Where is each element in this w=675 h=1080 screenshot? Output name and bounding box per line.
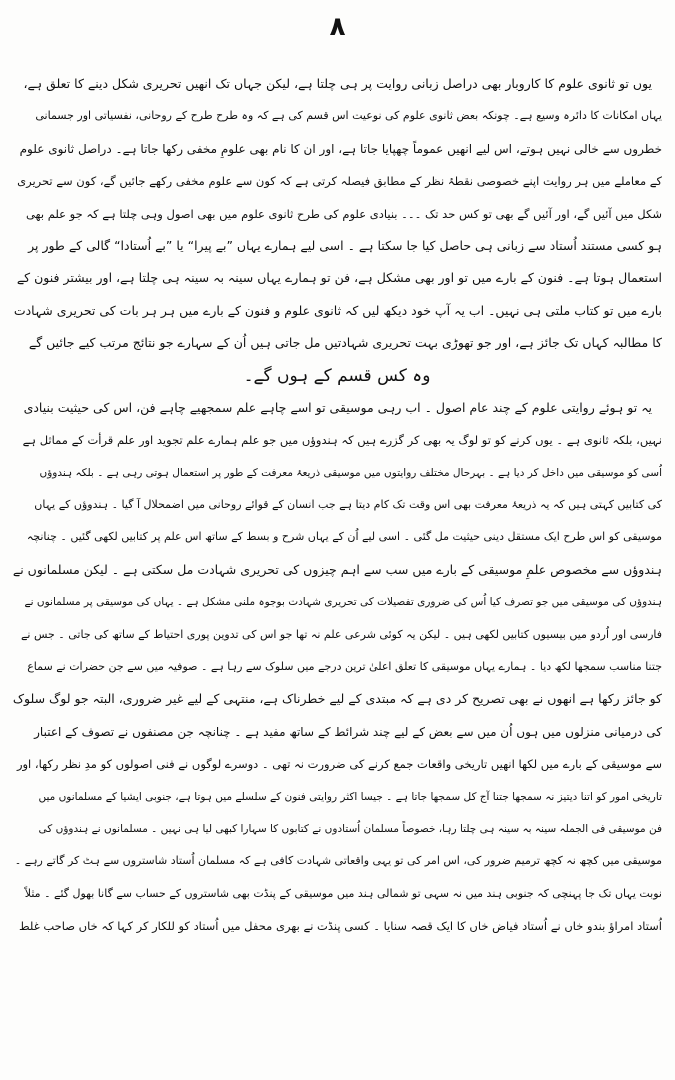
page-number: ۸ <box>329 12 346 42</box>
text-line: فارسی اور اُردو میں بیسیوں کتابیں لکھی ہیں ۔ لیکن یہ کوئی شرعی علم نہ تھا جو اس کی تدوین پوری احتیاط کے ساتھ کی جاتی ۔ جس نے <box>20 627 662 641</box>
text-line: کی کتابیں کہتی ہیں کہ یہ ذریعۂ معرفت بھی اس وقت تک کام دیتا ہے جب انسان کے قوائے روحانی میں اضمحلال آ گیا ۔ ہندوؤں کے یہاں <box>34 498 662 512</box>
text-line: استعمال ہوتا ہے۔ فنون کے بارے میں تو اور بھی مشکل ہے، فن تو ہمارے یہاں سینہ بہ سینہ ہی چلتا ہے، اور بیشتر فنون کے <box>16 270 662 286</box>
text-line: کی درمیانی منزلوں میں ہوں اُن میں سے بعض کے لیے چند شرائط کے ساتھ مفید ہے ۔ چنانچہ جن مصنفوں نے تصوف کے اعتبار <box>34 724 662 739</box>
text-line: ہندوؤں سے مخصوص علمِ موسیقی کے بارے میں سب سے اہم چیزوں کی تحریری شہادت مل سکتی ہے ۔ لیکن مسلمانوں نے <box>12 561 662 577</box>
text-line: تاریخی امور کو اتنا دیتیز نہ سمجھا جتنا آج کل سمجھا جاتا ہے ۔ جیسا اکثر روایتی فنون کے سلسلے میں ہوتا ہے، جنوبی ایشیا کے مسلمانوں میں <box>38 790 662 803</box>
text-line: وہ کس قسم کے ہوں گے۔ <box>243 365 431 386</box>
text-line: موسیقی میں کچھ نہ کچھ ترمیم ضرور کی، اس امر کی تو یہی واقعاتی شہادت کافی ہے کہ مسلمان اُستاد شاستروں سے ہٹ کر گاتے رہے ۔ <box>14 854 662 868</box>
text-line: یہاں امکانات کا دائرہ وسیع ہے۔ چونکہ بعض ثانوی علوم کی نوعیت اس قسم کی ہے کہ وہ طرح طرح کے روحانی، نفسیاتی اور جسمانی <box>35 109 662 123</box>
text-line: جتنا مناسب سمجھا لکھ دیا ۔ ہمارے یہاں موسیقی کا تعلق اعلیٰ ترین درجے میں سلوک سے رہا ہے ۔ صوفیہ میں سے جن حضرات نے سماع <box>27 660 662 674</box>
text-line: نہیں، بلکہ ثانوی ہے ۔ یوں کرنے کو تو لوگ یہ بھی کر گزرے ہیں کہ ہندوؤں میں جو علم ہمارے علم تجوید اور علم قرأت کے مماثل ہے <box>22 433 662 448</box>
text-line: فن موسیقی فی الجملہ سینہ بہ سینہ ہی چلتا رہا، خصوصاً مسلمان اُستادوں نے کتابوں کا سہارا کبھی لیا ہی نہیں ۔ مسلمانوں نے ہندوؤں کی <box>38 822 662 835</box>
text-line: سے موسیقی کے بارے میں لکھا انھیں تاریخی واقعات جمع کرنے کی ضرورت نہ تھی ۔ دوسرے لوگوں نے فنی اصولوں کو مدِ نظر رکھا، اور <box>16 757 662 772</box>
text-line: یوں تو ثانوی علوم کا کاروبار بھی دراصل زبانی روایت پر ہی چلتا ہے، لیکن جہاں تک انھیں تحریری شکل دینے کا تعلق ہے، <box>23 76 652 91</box>
body-text <box>12 68 662 975</box>
text-line: کو جائز رکھا ہے انھوں نے بھی تصریح کر دی ہے کہ مبتدی کے لیے خطرناک ہے، منتہی کے لیے غیر ضروری، البتہ جو لوگ سلوک <box>12 691 662 707</box>
text-line: موسیقی کو اس طرح ایک مستقل دینی حیثیت مل گئی ۔ اسی لیے اُن کے یہاں شرح و بسط کے ساتھ اس علم پر کتابیں لکھی گئیں ۔ چنانچہ <box>26 530 662 544</box>
text-line: یہ تو ہوئے روایتی علوم کے چند عام اصول ۔ اب رہی موسیقی تو اسے چاہے علم سمجھیے چاہے فن، اس کی حیثیت بنیادی <box>23 399 652 415</box>
text-line: خطروں سے خالی نہیں ہوتے، اس لیے انھیں عموماً چھپایا جاتا ہے، اور ان کا نام بھی علومِ مخفی رکھا جاتا ہے۔ دراصل ثانوی علوم <box>19 141 662 156</box>
text-line: ہو کسی مستند اُستاد سے زبانی ہی حاصل کیا جا سکتا ہے ۔ اسی لیے ہمارے یہاں ”بے پیرا“ یا ”بے اُستادا“ گالی کے طور پر <box>28 237 662 253</box>
text-line <box>12 943 662 975</box>
text-line: اُستاد امراؤ بندو خاں نے اُستاد فیاض خاں کا ایک قصہ سنایا ۔ کسی پنڈت نے بھری محفل میں اُستاد کو للکار کر کہا کہ خاں صاحب غلط <box>18 919 662 934</box>
text-line: کے معاملے میں ہر روایت اپنے خصوصی نقطۂ نظر کے مطابق فیصلہ کرتی ہے کہ کون سے علوم مخفی رکھے جائیں گے، کون سے تحریری <box>17 174 662 189</box>
text-line: کا مطالبہ کہاں تک جائز ہے، اور جو تھوڑی بہت تحریری شہادتیں مل جاتی ہیں اُن کے سہارے جو نتائج مرتب کیے جائیں گے <box>28 335 662 351</box>
text-line: نوبت یہاں تک جا پہنچی کہ جنوبی ہند میں نہ سہی تو شمالی ہند میں موسیقی کے پنڈت بھی شاستروں کے حساب سے گانا بھول گئے ۔ مثلاً <box>24 886 662 900</box>
text-line: اُسی کو موسیقی میں داخل کر دیا ہے ۔ بہرحال مختلف روایتوں میں موسیقی ذریعۂ معرفت کے طور پر استعمال ہوتی رہی ہے ۔ بلکہ ہندوؤں <box>39 466 662 479</box>
text-line: ہندوؤں کی موسیقی میں جو تصرف کیا اُس کی ضروری تفصیلات کی تحریری شہادت بوجوہ ملنی مشکل ہے ۔ یہاں کی موسیقی پر مسلمانوں نے <box>24 596 662 609</box>
text-line: بارے میں تو کتاب ملتی ہی نہیں۔ اب یہ آپ خود دیکھ لیں کہ ثانوی علوم و فنون کے بارے میں ہر ہر بات کی تحریری شہادت <box>13 302 662 318</box>
text-line: شکل میں آئیں گے، اور آئیں گے بھی تو کس حد تک ۔۔۔ بنیادی علوم کی طرح ثانوی علوم میں بھی اصول وہی چلتا ہے کہ جو علم بھی <box>25 206 662 221</box>
